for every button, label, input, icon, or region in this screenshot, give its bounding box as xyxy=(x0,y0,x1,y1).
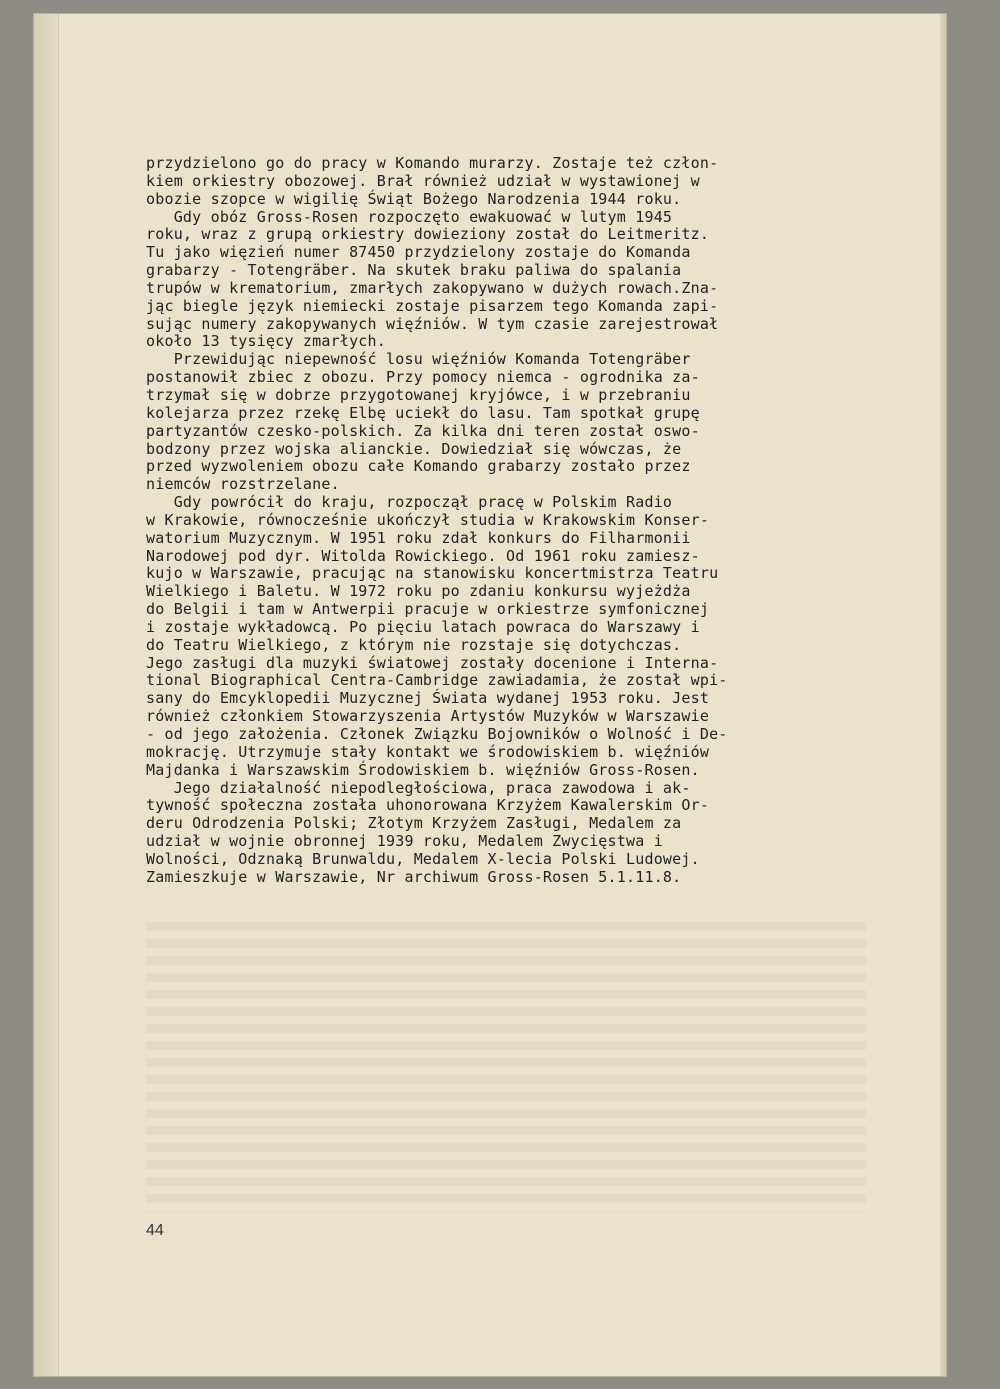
text-line: również członkiem Stowarzyszenia Artystów Muzyków w Warszawie xyxy=(146,707,710,726)
text-line: około 13 tysięcy zmarłych. xyxy=(146,332,386,351)
body-text xyxy=(146,155,876,887)
text-line: deru Odrodzenia Polski; Złotym Krzyżem Zasługi, Medalem za xyxy=(146,814,682,833)
text-line: Wielkiego i Baletu. W 1972 roku po zdaniu konkursu wyjeżdża xyxy=(146,582,691,601)
page-edge xyxy=(940,14,946,1376)
text-line: Przewidując niepewność losu więźniów Komanda Totengräber xyxy=(146,350,691,369)
text-line: - od jego założenia. Członek Związku Bojowników o Wolność i De- xyxy=(146,725,728,743)
text-line: Jego działalność niepodległościowa, praca zawodowa i ak- xyxy=(146,778,691,797)
text-line: Majdanka i Warszawskim Środowiskiem b. więźniów Gross-Rosen. xyxy=(146,760,700,779)
text-line: watorium Muzycznym. W 1951 roku zdał konkurs do Filharmonii xyxy=(146,528,691,547)
text-line: sany do Emcyklopedii Muzycznej Świata wydanej 1953 roku. Jest xyxy=(146,689,710,708)
text-line: roku, wraz z grupą orkiestry dowieziony został do Leitmeritz. xyxy=(146,225,710,244)
book-spine xyxy=(34,14,59,1376)
page-number: 44 xyxy=(146,1222,164,1239)
text-line: trupów w krematorium, zmarłych zakopywano w dużych rowach.Zna- xyxy=(146,278,719,297)
text-line: w Krakowie, równocześnie ukończył studia w Krakowskim Konser- xyxy=(146,510,710,529)
text-line: kujo w Warszawie, pracując na stanowisku koncertmistrza Teatru xyxy=(146,564,719,583)
text-line: sując numery zakopywanych więźniów. W tym czasie zarejestrował xyxy=(146,314,719,333)
text-line: Jego zasługi dla muzyki światowej zostały docenione i Interna- xyxy=(146,653,719,672)
reverse-side-bleed-through xyxy=(146,922,866,1212)
text-line: Tu jako więzień numer 87450 przydzielony zostaje do Komanda xyxy=(146,243,691,262)
text-line: do Teatru Wielkiego, z którym nie rozstaje się dotychczas. xyxy=(146,635,682,654)
text-line: grabarzy - Totengräber. Na skutek braku paliwa do spalania xyxy=(146,261,682,280)
text-line: niemców rozstrzelane. xyxy=(146,475,340,494)
text-line: tywność społeczna została uhonorowana Krzyżem Kawalerskim Or- xyxy=(146,796,710,815)
text-line: i zostaje wykładowcą. Po pięciu latach powraca do Warszawy i xyxy=(146,617,700,636)
text-line: przed wyzwoleniem obozu całe Komando grabarzy zostało przez xyxy=(146,457,691,476)
text-line: Wolności, Odznaką Brunwaldu, Medalem X-lecia Polski Ludowej. xyxy=(146,849,700,868)
text-line: obozie szopce w wigilię Świąt Bożego Narodzenia 1944 roku. xyxy=(146,189,682,208)
text-line: bodzony przez wojska alianckie. Dowiedział się wówczas, że xyxy=(146,439,682,458)
text-line: Zamieszkuje w Warszawie, Nr archiwum Gross-Rosen 5.1.11.8. xyxy=(146,867,682,886)
text-line: kiem orkiestry obozowej. Brał również udział w wystawionej w xyxy=(146,171,700,190)
text-line: udział w wojnie obronnej 1939 roku, Medalem Zwycięstwa i xyxy=(146,832,663,851)
text-line: kolejarza przez rzekę Elbę uciekł do lasu. Tam spotkał grupę xyxy=(146,403,700,422)
text-line: postanowił zbiec z obozu. Przy pomocy niemca - ogrodnika za- xyxy=(146,368,700,387)
text-line: Gdy obóz Gross-Rosen rozpoczęto ewakuować w lutym 1945 xyxy=(146,207,673,226)
text-line: przydzielono go do pracy w Komando murarzy. Zostaje też człon- xyxy=(146,154,719,172)
text-line: tional Biographical Centra-Cambridge zawiadamia, że został wpi- xyxy=(146,671,728,690)
text-line: trzymał się w dobrze przygotowanej kryjówce, i w przebraniu xyxy=(146,385,691,404)
text-line: mokrację. Utrzymuje stały kontakt we środowiskiem b. więźniów xyxy=(146,742,710,761)
text-line: Narodowej pod dyr. Witolda Rowickiego. Od 1961 roku zamiesz- xyxy=(146,546,700,565)
text-line: partyzantów czesko-polskich. Za kilka dni teren został oswo- xyxy=(146,421,700,440)
text-line: Gdy powrócił do kraju, rozpoczął pracę w Polskim Radio xyxy=(146,493,673,512)
text-line: jąc biegle język niemiecki zostaje pisarzem tego Komanda zapi- xyxy=(146,296,719,315)
text-line: do Belgii i tam w Antwerpii pracuje w orkiestrze symfonicznej xyxy=(146,600,710,619)
